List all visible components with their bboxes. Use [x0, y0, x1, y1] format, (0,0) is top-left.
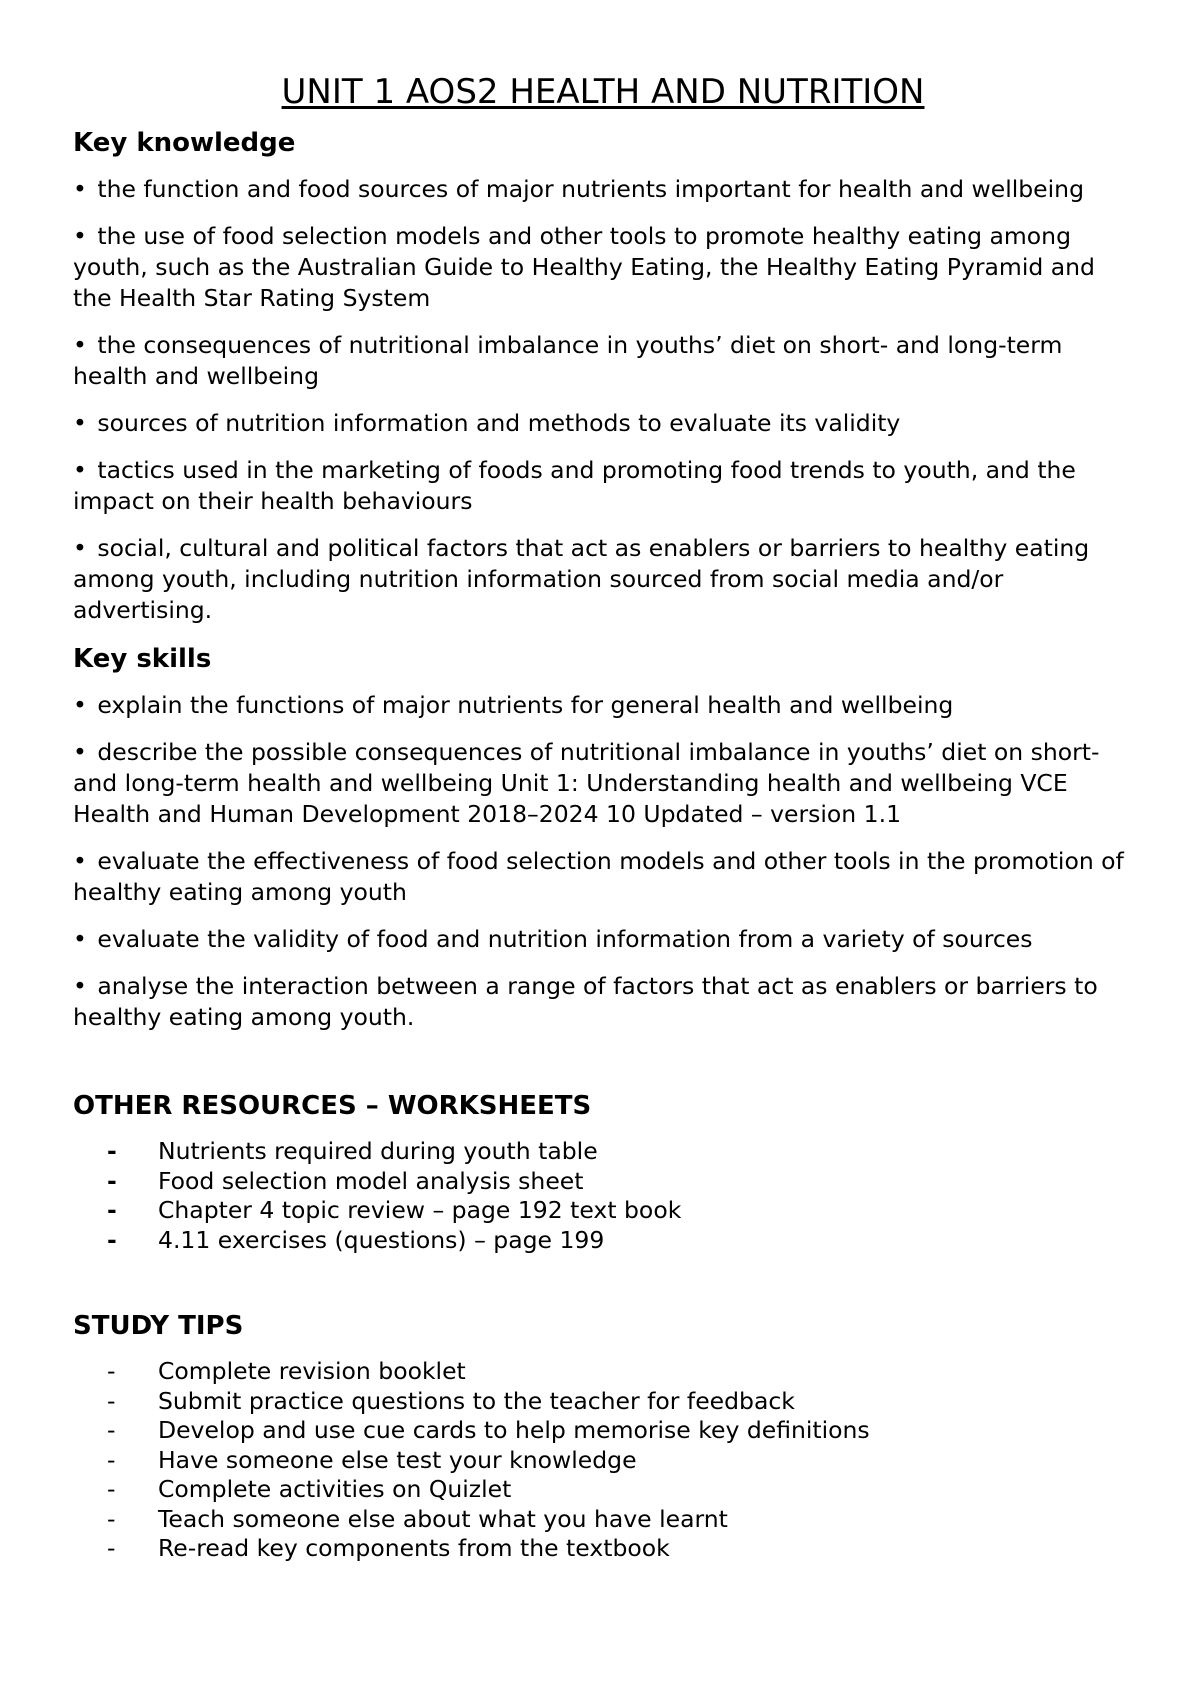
- list-item: - Complete activities on Quizlet: [107, 1475, 512, 1503]
- list-item: - Complete revision booklet: [107, 1357, 466, 1385]
- key-knowledge-item: • the consequences of nutritional imbalance in youths’ diet on short- and long-term health and wellbeing: [73, 331, 1063, 390]
- section-spacer: [73, 1049, 1133, 1089]
- key-skills-item: • evaluate the validity of food and nutrition information from a variety of sources: [73, 925, 1033, 953]
- bullet-icon: •: [73, 738, 87, 766]
- section-spacer: [73, 1255, 1133, 1309]
- dash-icon: -: [107, 1475, 116, 1503]
- list-item: - Chapter 4 topic review – page 192 text book: [107, 1196, 682, 1224]
- bullet-icon: •: [73, 925, 87, 953]
- key-knowledge-item: • the function and food sources of major nutrients important for health and wellbeing: [73, 175, 1084, 203]
- dash-icon: -: [107, 1225, 117, 1254]
- study-tips-heading: STUDY TIPS: [73, 1311, 244, 1341]
- key-knowledge-heading: Key knowledge: [73, 128, 296, 158]
- dash-icon: -: [107, 1504, 116, 1533]
- dash-icon: -: [107, 1137, 117, 1165]
- bullet-icon: •: [73, 409, 87, 437]
- key-knowledge-list: [73, 174, 1133, 626]
- dash-icon: -: [107, 1386, 116, 1415]
- dash-icon: -: [107, 1166, 117, 1195]
- bullet-icon: •: [73, 331, 87, 359]
- dash-icon: -: [107, 1445, 116, 1474]
- key-knowledge-item: • tactics used in the marketing of foods and promoting food trends to youth, and the impact on their health behaviours: [73, 456, 1076, 515]
- list-item: - Submit practice questions to the teacher for feedback: [107, 1386, 795, 1415]
- key-skills-item: • describe the possible consequences of nutritional imbalance in youths’ diet on short- and long-term health and wellbeing Unit 1: Understanding health and wellbeing VCE Health and Human Development 2018–2024 10 Updated – version 1.1: [73, 738, 1100, 828]
- list-item: - Food selection model analysis sheet: [107, 1166, 584, 1195]
- dash-icon: -: [107, 1196, 117, 1224]
- bullet-icon: •: [73, 175, 87, 203]
- list-item: - Develop and use cue cards to help memorise key definitions: [107, 1416, 870, 1444]
- study-tips-list: [73, 1357, 1133, 1564]
- bullet-icon: •: [73, 847, 87, 875]
- other-resources-heading: OTHER RESOURCES – WORKSHEETS: [73, 1091, 592, 1121]
- key-knowledge-item: • social, cultural and political factors that act as enablers or barriers to healthy eating among youth, including nutrition information sourced from social media and/or advertising.: [73, 534, 1090, 624]
- dash-icon: -: [107, 1357, 116, 1385]
- list-item: - 4.11 exercises (questions) – page 199: [107, 1225, 605, 1254]
- bullet-icon: •: [73, 972, 87, 1000]
- key-skills-list: [73, 690, 1133, 1033]
- key-knowledge-item: • sources of nutrition information and methods to evaluate its validity: [73, 409, 901, 437]
- bullet-icon: •: [73, 456, 87, 484]
- key-skills-item: • explain the functions of major nutrients for general health and wellbeing: [73, 691, 954, 719]
- list-item: - Teach someone else about what you have learnt: [107, 1504, 728, 1533]
- document-page: [73, 72, 1133, 1564]
- dash-icon: -: [107, 1416, 116, 1444]
- dash-icon: -: [107, 1534, 116, 1562]
- key-skills-item: • evaluate the effectiveness of food selection models and other tools in the promotion of healthy eating among youth: [73, 847, 1124, 906]
- document-title: UNIT 1 AOS2 HEALTH AND NUTRITION: [281, 72, 925, 112]
- key-skills-heading: Key skills: [73, 644, 212, 674]
- bullet-icon: •: [73, 691, 87, 719]
- other-resources-list: [73, 1137, 1133, 1255]
- key-knowledge-item: • the use of food selection models and other tools to promote healthy eating among youth, such as the Australian Guide to Healthy Eating, the Healthy Eating Pyramid and the Health Star Rating System: [73, 222, 1095, 312]
- list-item: - Re-read key components from the textbook: [107, 1534, 670, 1562]
- key-skills-item: • analyse the interaction between a range of factors that act as enablers or barriers to healthy eating among youth.: [73, 972, 1098, 1031]
- bullet-icon: •: [73, 222, 87, 250]
- list-item: - Nutrients required during youth table: [107, 1137, 598, 1165]
- bullet-icon: •: [73, 534, 87, 562]
- list-item: - Have someone else test your knowledge: [107, 1445, 637, 1474]
